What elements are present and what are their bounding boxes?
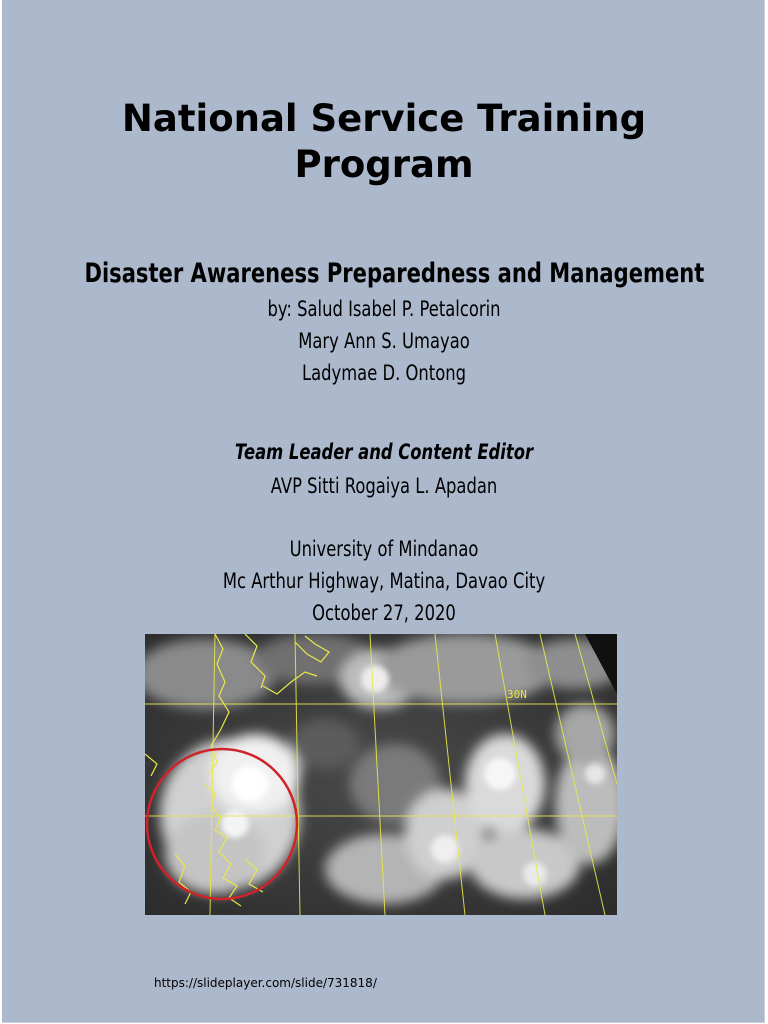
editor-name: AVP Sitti Rogaiya L. Apadan — [270, 474, 498, 498]
title-line-2: Program — [294, 143, 474, 186]
author-line-3: Ladymae D. Ontong — [301, 361, 467, 385]
author-line-1: by: Salud Isabel P. Petalcorin — [267, 297, 501, 321]
satellite-typhoon-image — [145, 634, 617, 915]
latitude-label-30n: 30N — [507, 688, 527, 701]
document-title — [0, 96, 768, 188]
title-line-1: National Service Training — [121, 97, 647, 140]
institution-address: Mc Arthur Highway, Matina, Davao City — [222, 569, 546, 593]
institution-name: University of Mindanao — [289, 537, 479, 561]
document-subtitle: Disaster Awareness Preparedness and Management — [84, 258, 705, 289]
document-date: October 27, 2020 — [312, 601, 456, 625]
author-line-2: Mary Ann S. Umayao — [298, 329, 470, 353]
source-url: https://slideplayer.com/slide/731818/ — [154, 976, 377, 990]
editor-role: Team Leader and Content Editor — [234, 440, 534, 464]
